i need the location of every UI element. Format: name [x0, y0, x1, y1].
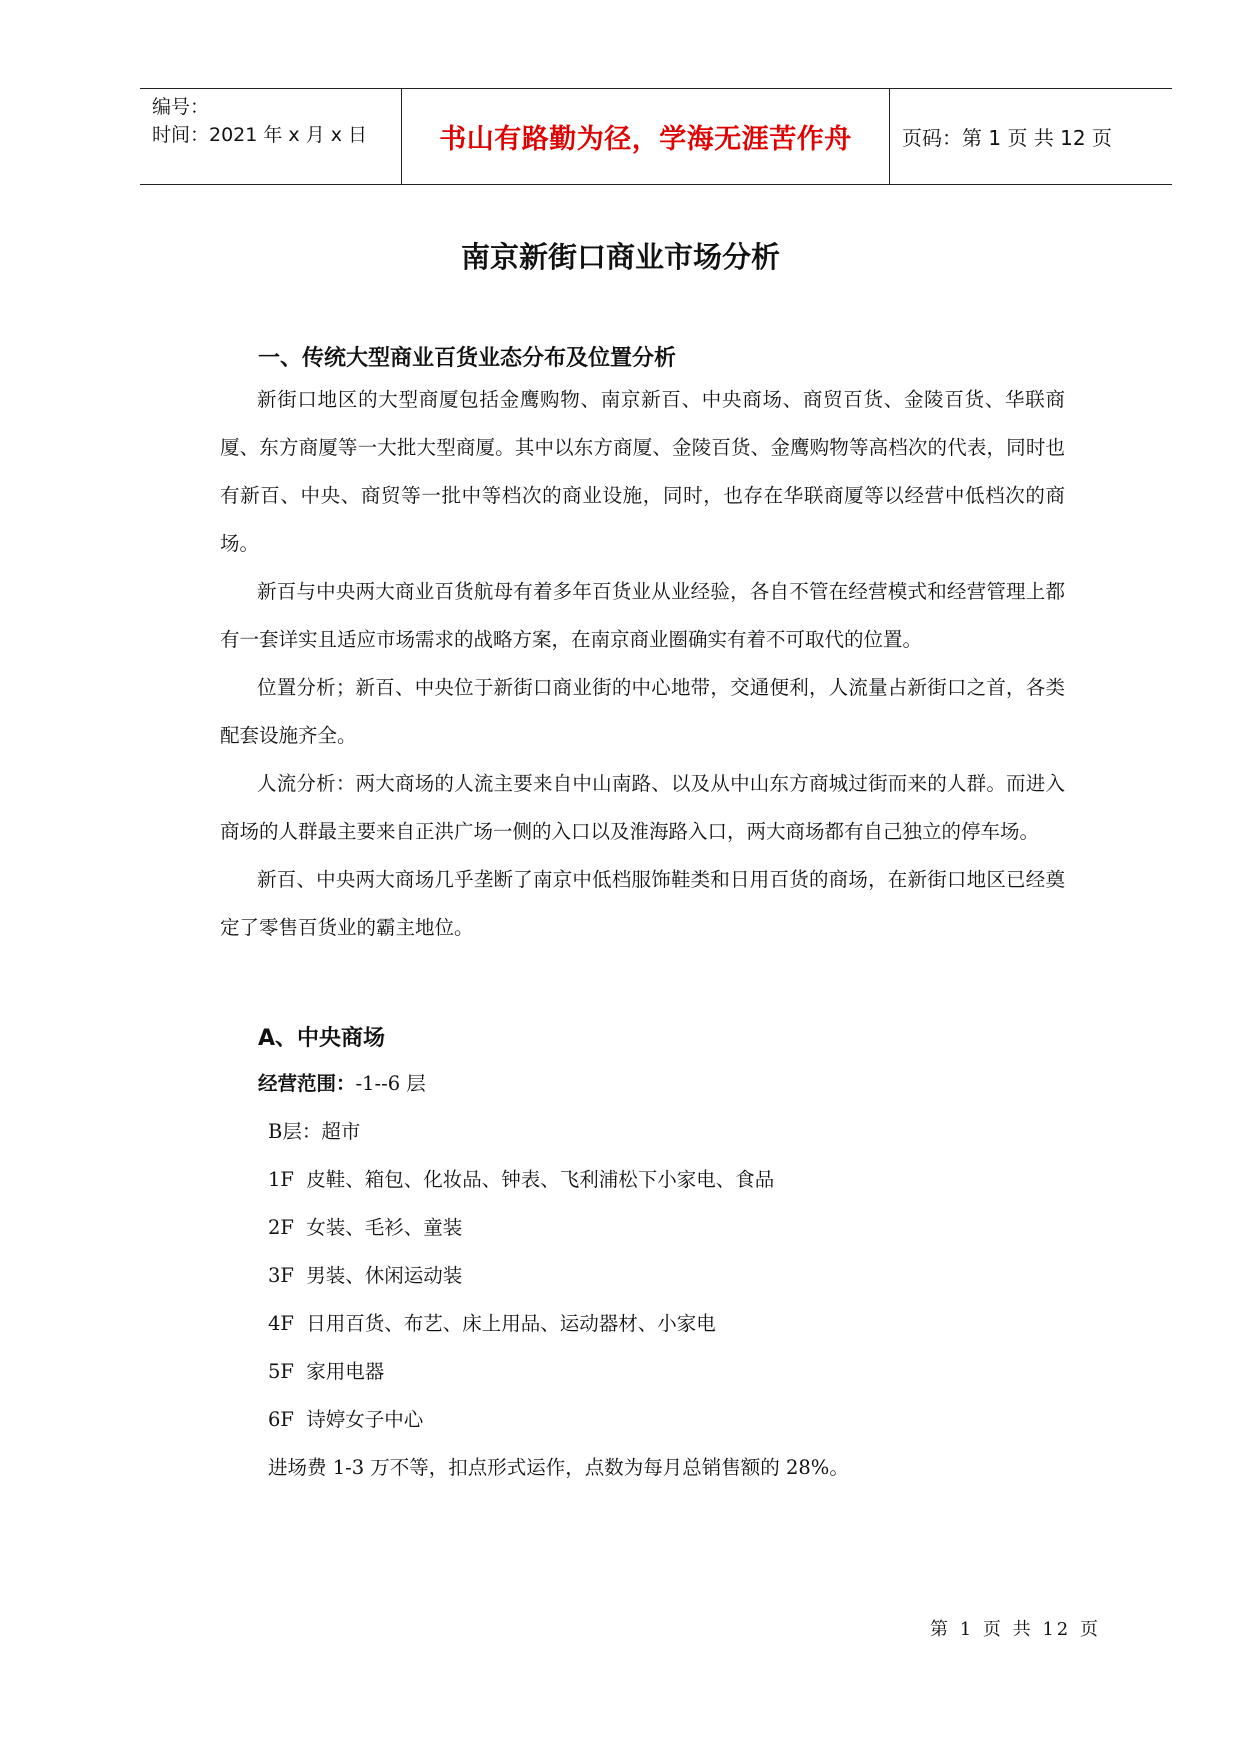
sectionA-heading: A、中央商场 — [258, 1026, 386, 1051]
floor-code: 4F — [268, 1312, 294, 1335]
floor-item — [220, 1108, 1065, 1156]
header-time-label: 时间：2021 年 x 月 x 日 — [152, 124, 368, 146]
paragraph: 新百、中央两大商场几乎垄断了南京中低档服饰鞋类和日用百货的商场，在新街口地区已经奠定了零售百货业的霸主地位。 — [220, 868, 1065, 939]
floor-item — [220, 1300, 1065, 1348]
floor-item — [220, 1396, 1065, 1444]
document-body — [220, 342, 1065, 1492]
page-header — [140, 88, 1172, 185]
header-number-label: 编号： — [152, 96, 210, 118]
floor-code: 1F — [268, 1168, 294, 1191]
header-page-info: 页码：第 1 页 共 12 页 — [902, 126, 1112, 150]
floor-code: 5F — [268, 1360, 294, 1383]
floor-item — [220, 1204, 1065, 1252]
floor-desc: 层：超市 — [282, 1120, 361, 1143]
business-range-label: 经营范围： — [258, 1072, 356, 1095]
paragraph: 新百与中央两大商业百货航母有着多年百货业从业经验，各自不管在经营模式和经营管理上都有一套详实且适应市场需求的战略方案，在南京商业圈确实有着不可取代的位置。 — [220, 580, 1065, 651]
floor-item — [220, 1348, 1065, 1396]
floor-desc: 皮鞋、箱包、化妆品、钟表、飞利浦松下小家电、食品 — [306, 1168, 775, 1191]
floor-desc: 诗婷女子中心 — [306, 1408, 424, 1431]
floor-code: 6F — [268, 1408, 294, 1431]
header-motto: 书山有路勤为径，学海无涯苦作舟 — [402, 89, 890, 184]
paragraph: 新街口地区的大型商厦包括金鹰购物、南京新百、中央商场、商贸百货、金陵百货、华联商厦、东方商厦等一大批大型商厦。其中以东方商厦、金陵百货、金鹰购物等高档次的代表，同时也有新百、中央、商贸等一批中等档次的商业设施，同时，也存在华联商厦等以经营中低档次的商场。 — [220, 388, 1065, 555]
floor-code: 3F — [268, 1264, 294, 1287]
business-range — [220, 1060, 1065, 1108]
floor-item — [220, 1252, 1065, 1300]
page-footer: 第 1 页 共 12 页 — [930, 1619, 1101, 1640]
paragraph: 位置分析；新百、中央位于新街口商业街的中心地带，交通便利，人流量占新街口之首，各类配套设施齐全。 — [220, 676, 1065, 747]
floor-desc: 家用电器 — [306, 1360, 385, 1383]
floor-desc: 日用百货、布艺、床上用品、运动器材、小家电 — [306, 1312, 716, 1335]
floor-desc: 男装、休闲运动装 — [306, 1264, 463, 1287]
floor-code: B — [268, 1120, 283, 1143]
floor-code: 2F — [268, 1216, 294, 1239]
entry-fee-note: 进场费 1-3 万不等，扣点形式运作，点数为每月总销售额的 28%。 — [268, 1456, 849, 1479]
floor-item — [220, 1156, 1065, 1204]
document-title: 南京新街口商业市场分析 — [460, 240, 780, 274]
section1-heading: 一、传统大型商业百货业态分布及位置分析 — [258, 346, 677, 371]
floor-desc: 女装、毛衫、童装 — [306, 1216, 463, 1239]
header-meta — [140, 89, 402, 184]
business-range-value: -1--6 层 — [355, 1072, 426, 1095]
paragraph: 人流分析：两大商场的人流主要来自中山南路、以及从中山东方商城过街而来的人群。而进入商场的人群最主要来自正洪广场一侧的入口以及淮海路入口，两大商场都有自己独立的停车场。 — [220, 772, 1065, 843]
